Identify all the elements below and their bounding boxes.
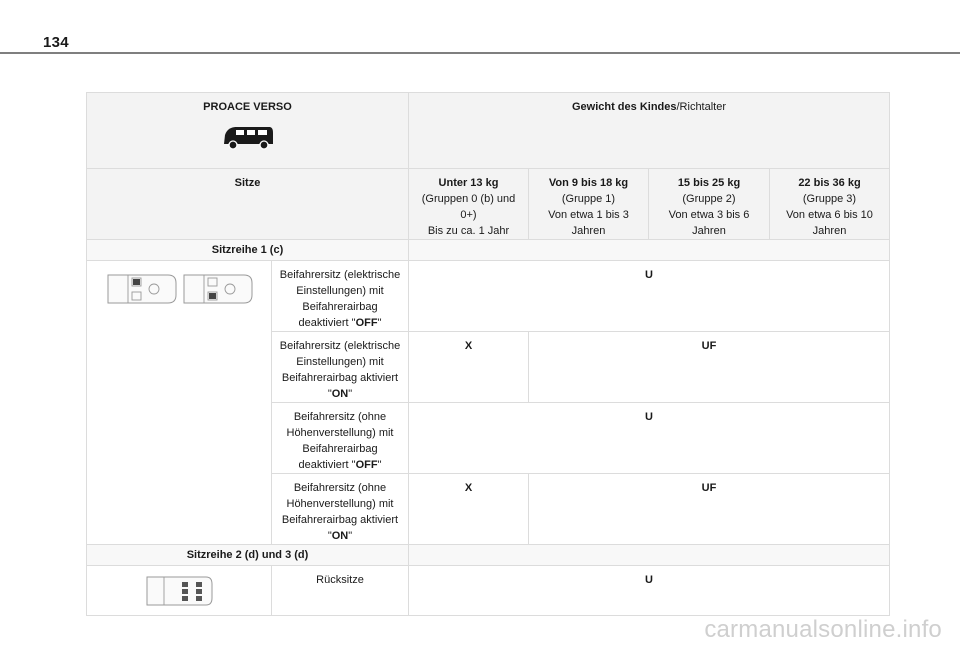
- rear-seat-diagram-icon: [144, 574, 214, 608]
- header-rule: [0, 52, 960, 54]
- value-cell: [409, 261, 890, 332]
- table-row: [87, 566, 890, 616]
- airbag-state: ON: [331, 530, 349, 542]
- group-name: (Gruppen 0 (b) und 0+): [421, 193, 516, 221]
- vehicle-header-cell: [87, 93, 409, 169]
- airbag-state: ON: [331, 388, 349, 400]
- section-title: Sitzreihe 2 (d) und 3 (d): [186, 549, 309, 561]
- group-weight: Unter 13 kg: [438, 177, 499, 189]
- seat-desc-cell: [272, 261, 409, 332]
- page-number: 134: [43, 34, 69, 51]
- seat-desc: Rücksitze: [316, 574, 364, 586]
- section-row-1: [87, 240, 890, 261]
- group-cell-2: [649, 169, 770, 240]
- group-age: Von etwa 6 bis 10 Jahren: [786, 209, 873, 237]
- rear-seat-diagram-cell: [87, 566, 272, 616]
- seats-label: Sitze: [234, 177, 261, 189]
- value-u: U: [645, 411, 653, 423]
- value-cell: [529, 332, 890, 403]
- seat-desc-cell: [272, 566, 409, 616]
- weight-header-cell: [409, 93, 890, 169]
- section-empty-cell: [409, 545, 890, 566]
- section-cell: [87, 240, 409, 261]
- section-title: Sitzreihe 1 (c): [211, 244, 284, 256]
- table-row: [87, 261, 890, 332]
- quote-mark: ": [377, 317, 382, 329]
- group-name: (Gruppe 2): [682, 193, 736, 205]
- group-cell-1: [529, 169, 649, 240]
- seat-desc-cell: [272, 474, 409, 545]
- seats-header-cell: [87, 169, 409, 240]
- vehicle-model: PROACE VERSO: [203, 101, 292, 113]
- value-uf: UF: [701, 340, 717, 352]
- section-row-2: [87, 545, 890, 566]
- seat-desc: Beifahrersitz (elektrische Einstellungen) mit Beifahrerairbag deaktiviert ": [279, 269, 401, 329]
- value-u: U: [645, 574, 653, 586]
- value-cell: [529, 474, 890, 545]
- front-seat-diagram-cell: [87, 261, 272, 545]
- age-label: /Richtalter: [676, 101, 727, 113]
- group-age: Bis zu ca. 1 Jahr: [427, 225, 510, 237]
- airbag-state: OFF: [355, 459, 378, 471]
- seat-desc-cell: [272, 403, 409, 474]
- watermark: carmanualsonline.info: [704, 616, 942, 643]
- quote-mark: ": [348, 530, 353, 542]
- seat-desc-cell: [272, 332, 409, 403]
- seat-desc: Beifahrersitz (ohne Höhenverstellung) mit Beifahrerairbag aktiviert ": [281, 482, 399, 542]
- group-name: (Gruppe 1): [561, 193, 616, 205]
- front-seat-diagram-icon: [104, 271, 254, 307]
- quote-mark: ": [348, 388, 353, 400]
- group-cell-3: [770, 169, 890, 240]
- table-header-row: [87, 93, 890, 169]
- seat-desc: Beifahrersitz (elektrische Einstellungen) mit Beifahrerairbag aktiviert ": [279, 340, 401, 400]
- value-cell: [409, 332, 529, 403]
- group-weight: 22 bis 36 kg: [798, 177, 861, 189]
- value-uf: UF: [701, 482, 717, 494]
- group-age: Von etwa 1 bis 3 Jahren: [548, 209, 629, 237]
- groups-row: [87, 169, 890, 240]
- section-cell: [87, 545, 409, 566]
- seat-desc: Beifahrersitz (ohne Höhenverstellung) mit Beifahrerairbag deaktiviert ": [286, 411, 394, 471]
- value-u: U: [645, 269, 653, 281]
- value-cell: [409, 403, 890, 474]
- value-x: X: [464, 340, 473, 352]
- weight-label: Gewicht des Kindes: [571, 101, 677, 113]
- airbag-state: OFF: [355, 317, 378, 329]
- group-age: Von etwa 3 bis 6 Jahren: [668, 209, 750, 237]
- value-cell: [409, 566, 890, 616]
- section-empty-cell: [409, 240, 890, 261]
- group-weight: Von 9 bis 18 kg: [548, 177, 629, 189]
- value-cell: [409, 474, 529, 545]
- group-weight: 15 bis 25 kg: [677, 177, 741, 189]
- van-icon: [221, 125, 275, 151]
- quote-mark: ": [377, 459, 382, 471]
- value-x: X: [464, 482, 473, 494]
- child-seat-table: [86, 92, 890, 616]
- group-name: (Gruppe 3): [802, 193, 857, 205]
- group-cell-0: [409, 169, 529, 240]
